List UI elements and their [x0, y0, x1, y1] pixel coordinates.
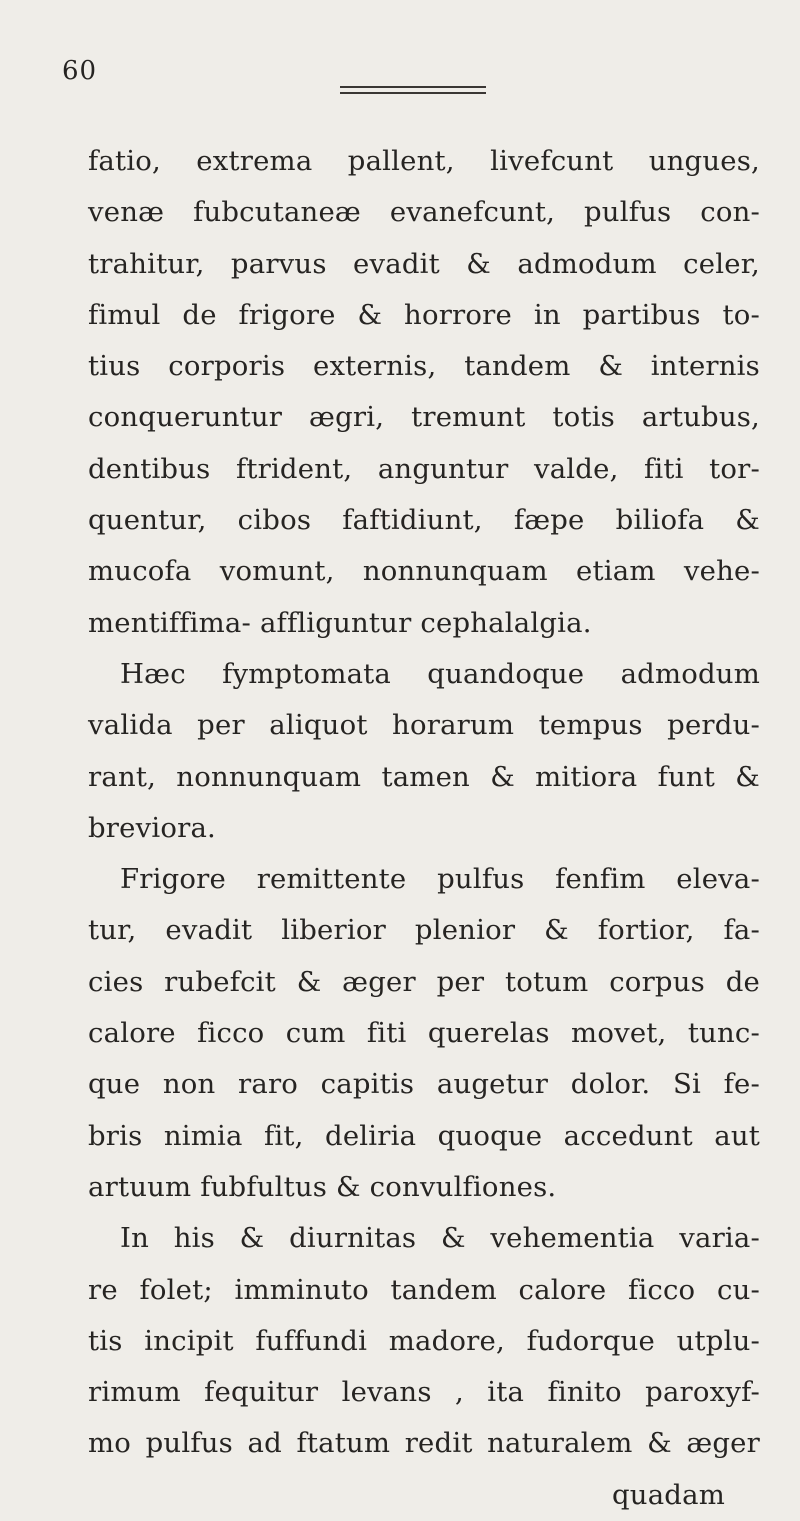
catchword: quadam: [612, 1478, 725, 1511]
text-line: fatio, extrema pallent, livefcunt ungues,: [88, 145, 760, 177]
text-line: breviora.: [88, 811, 216, 844]
text-line: bris nimia fit, deliria quoque accedunt aut: [88, 1119, 760, 1152]
text-line: quentur, cibos faftidiunt, fæpe biliofa &: [88, 504, 760, 537]
text-line: Hæc fymptomata quandoque admodum: [120, 657, 760, 690]
text-line: mo pulfus ad ftatum redit naturalem & æger: [88, 1427, 760, 1460]
text-line: artuum fubfultus & convulfiones.: [88, 1170, 557, 1203]
text-line: valida per aliquot horarum tempus perdu-: [88, 709, 760, 742]
text-line: rant, nonnunquam tamen & mitiora funt &: [88, 760, 760, 793]
text-line: tis incipit fuffundi madore, fudorque utplu-: [88, 1324, 760, 1357]
text-line: tur, evadit liberior plenior & fortior, fa-: [88, 914, 760, 947]
body-text: [88, 136, 760, 1521]
text-line: mucofa vomunt, nonnunquam etiam vehe-: [88, 555, 760, 588]
text-line: tius corporis externis, tandem & internis: [88, 350, 760, 383]
text-line: In his & diurnitas & vehementia varia-: [120, 1222, 760, 1255]
text-line: rimum fequitur levans , ita finito paroxyf-: [88, 1376, 760, 1409]
text-line: que non raro capitis augetur dolor. Si fe-: [88, 1068, 760, 1101]
text-line: fimul de frigore & horrore in partibus to-: [88, 298, 760, 331]
text-line: re folet; imminuto tandem calore ficco cu-: [88, 1273, 760, 1306]
text-line: dentibus ftrident, anguntur valde, fiti tor-: [88, 452, 760, 485]
text-line: mentiffima- affliguntur cephalalgia.: [88, 606, 592, 639]
text-line: venæ fubcutaneæ evanefcunt, pulfus con-: [88, 196, 760, 229]
page-number: 60: [62, 56, 98, 86]
text-line: cies rubefcit & æger per totum corpus de: [88, 965, 760, 998]
text-line: calore ficco cum fiti querelas movet, tunc-: [88, 1017, 760, 1050]
text-line: conqueruntur ægri, tremunt totis artubus,: [88, 401, 760, 434]
text-line: trahitur, parvus evadit & admodum celer,: [88, 247, 760, 280]
header-rule: [340, 86, 486, 94]
text-line: Frigore remittente pulfus fenfim eleva-: [120, 863, 760, 896]
